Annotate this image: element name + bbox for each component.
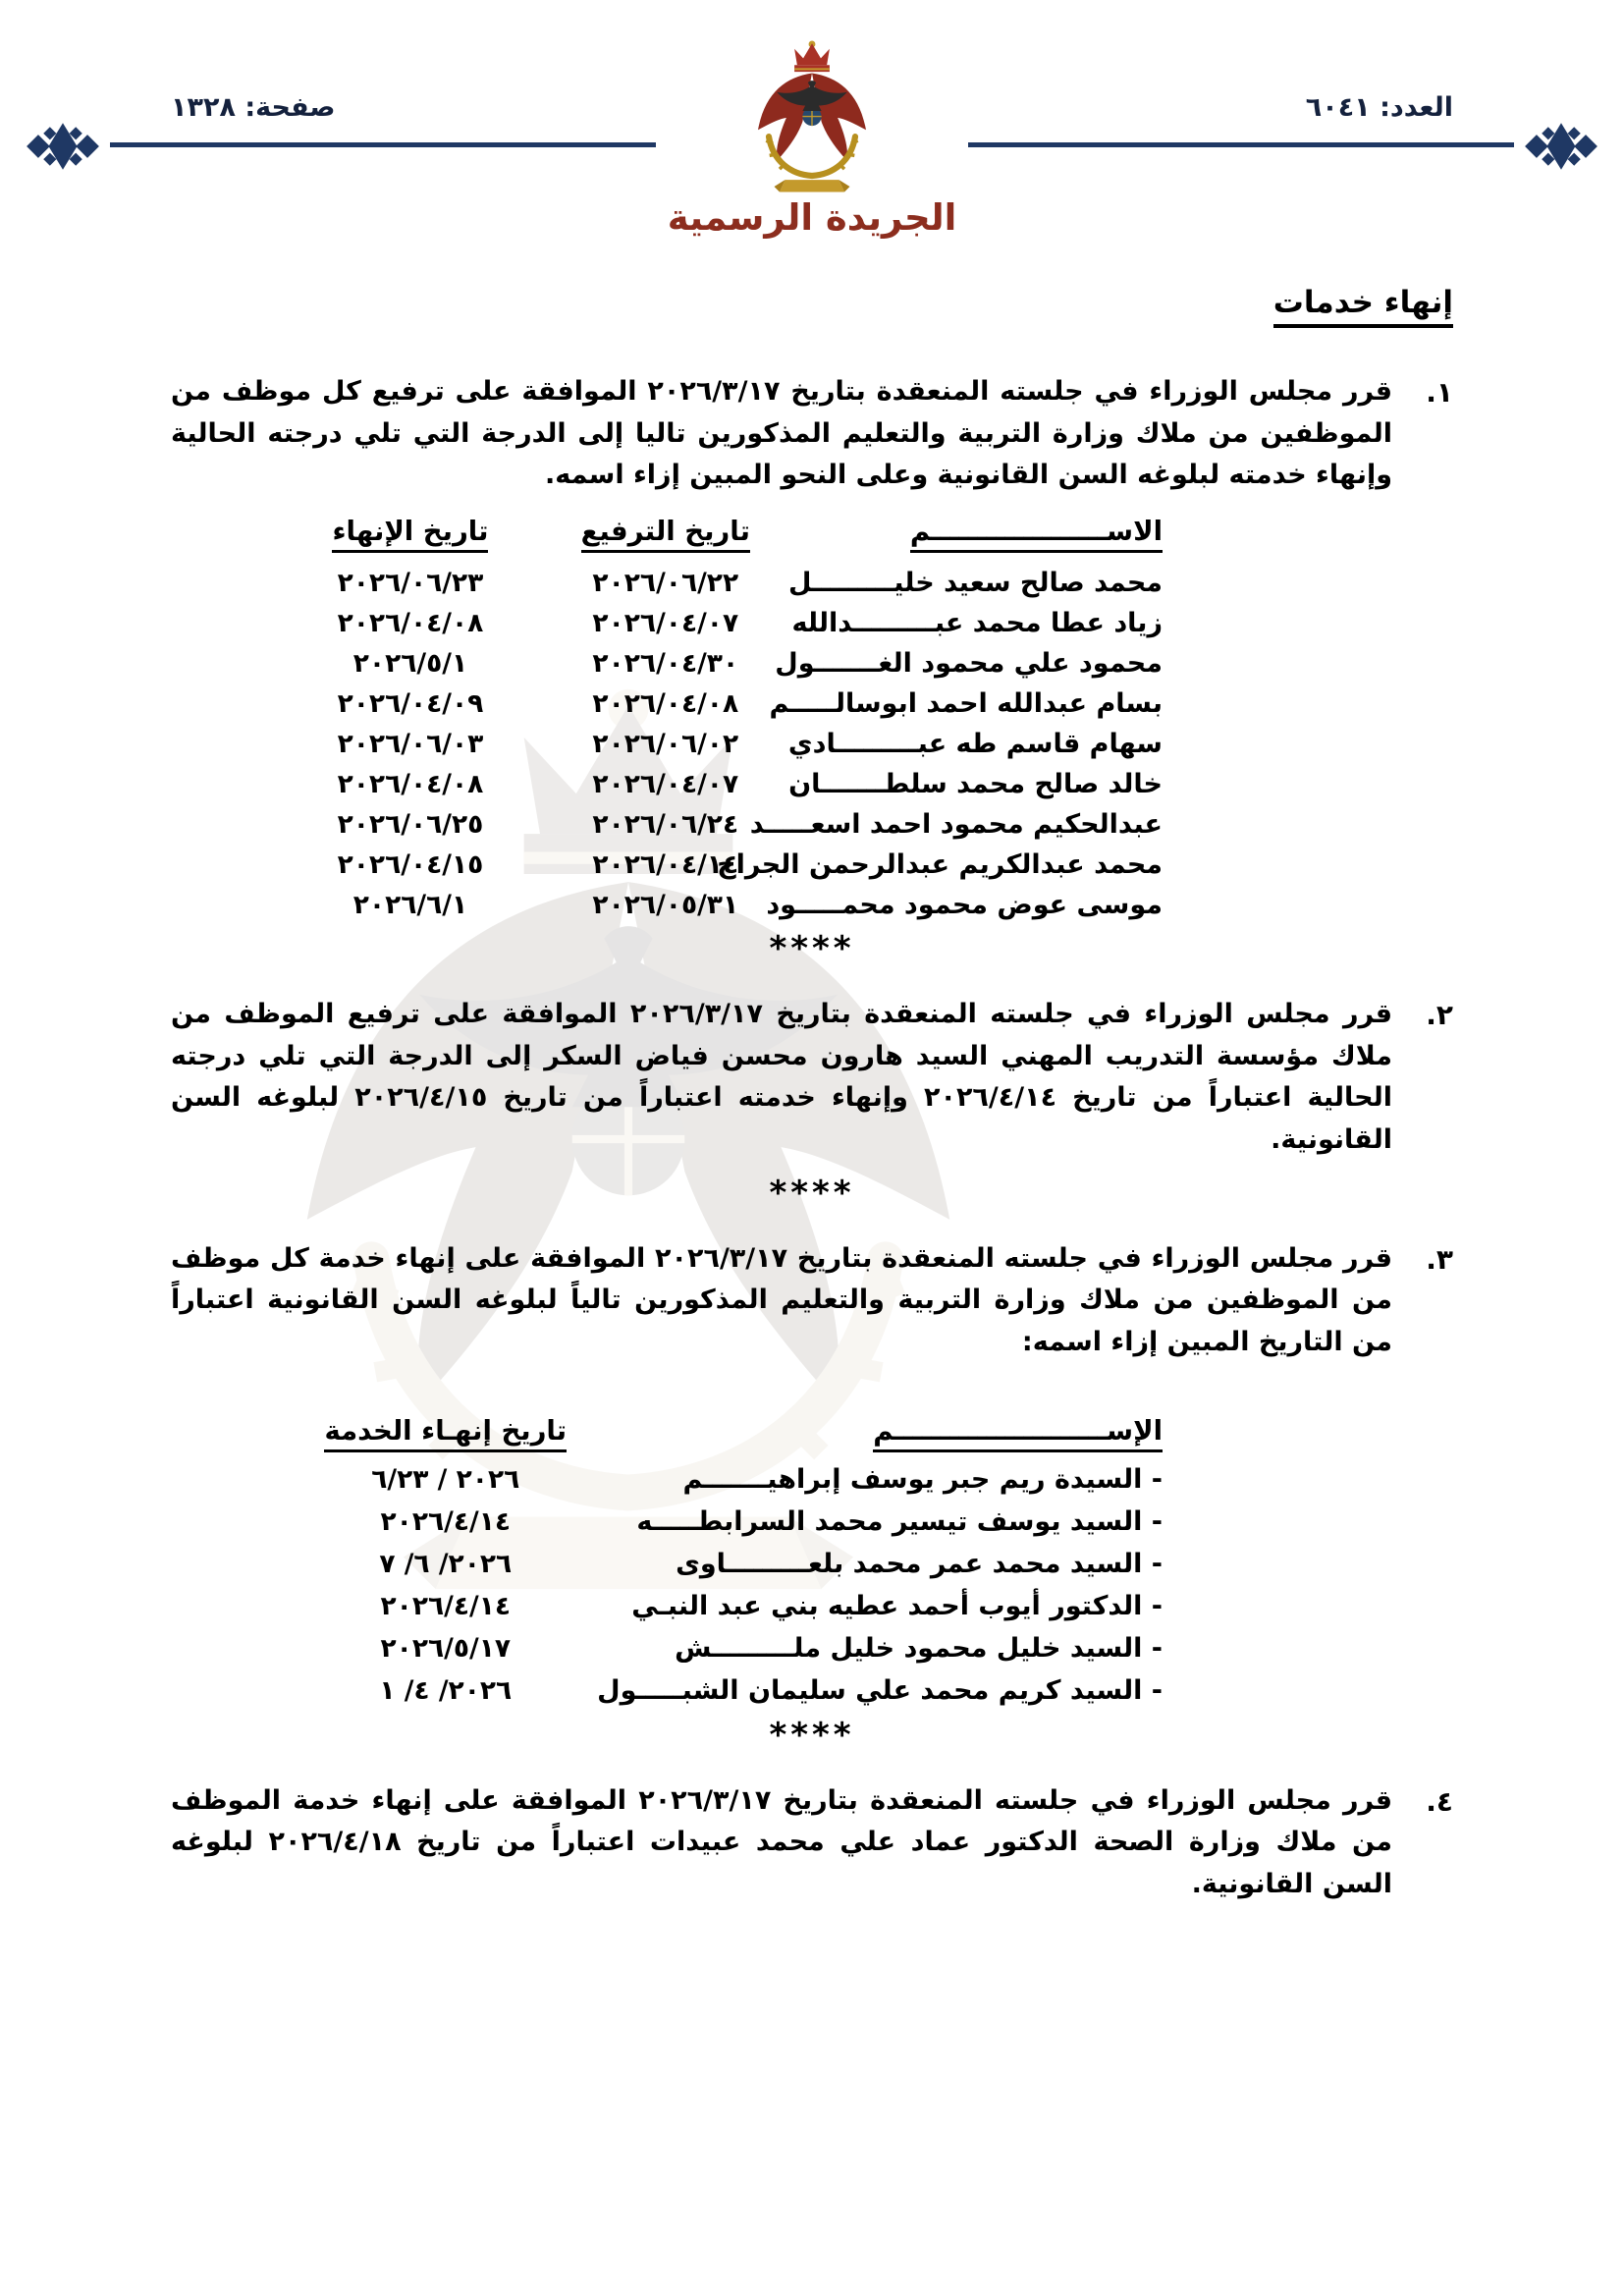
- table-row: [283, 643, 1163, 683]
- service-end-date: ٢٠٢٦/ ٦/ ٧: [379, 1548, 513, 1579]
- employee-name: سهام قاسم طه عبـــــــــادي: [787, 728, 1163, 759]
- table-row: [283, 1458, 1163, 1501]
- decision-number: ٤.: [1426, 1784, 1453, 1818]
- employee-name: - السيد محمد عمر محمد بلعـــــــــاوى: [676, 1548, 1163, 1579]
- table-row: [283, 683, 1163, 724]
- termination-date: ٢٠٢٦/٠٤/٠٨: [337, 607, 484, 638]
- employee-name: - السيد يوسف تيسير محمد السرابطـــــه: [636, 1505, 1163, 1537]
- column-header-service-end-date: تاريخ إنهـاء الخدمة: [324, 1415, 567, 1452]
- promotion-date: ٢٠٢٦/٠٤/٠٧: [592, 768, 739, 799]
- employee-name: - الدكتور أيوب أحمد عطيه بني عبد النبـي: [631, 1590, 1163, 1621]
- employee-name: موسى عوض محمود محمـــــود: [766, 889, 1163, 920]
- page-number-label: صفحة: ١٣٢٨: [171, 92, 336, 123]
- jordan-coat-of-arms-icon: [733, 35, 891, 197]
- decision-text: قرر مجلس الوزراء في جلسته المنعقدة بتاريخ ٢٠٢٦/٣/١٧ الموافقة على ترفيع الموظف من ملاك مؤسسة التدريب المهني السيد هارون محسن فياض السكر إلى الدرجة التي تلي درجته الحالية اعتباراً من تاريخ ٢٠٢٦/٤/١٤ وإنهاء خدمته اعتباراً من تاريخ ٢٠٢٦/٤/١٥ لبلوغه السن القانونية.: [171, 998, 1392, 1155]
- promotion-date: ٢٠٢٦/٠٥/٣١: [592, 889, 739, 920]
- left-ornament-icon: [16, 118, 110, 175]
- employee-name: - السيد كريم محمد علي سليمان الشبـــــول: [597, 1674, 1163, 1706]
- employee-name: خالد صالح محمد سلطـــــــان: [788, 768, 1163, 799]
- employee-name: - السيد خليل محمود خليل ملـــــــــش: [675, 1632, 1163, 1664]
- termination-date: ٢٠٢٦/٠٤/٠٩: [337, 687, 484, 719]
- service-end-date: ٢٠٢٦ / ٦/٢٣: [371, 1463, 520, 1495]
- promotion-date: ٢٠٢٦/٠٤/٠٧: [592, 607, 739, 638]
- employee-name: محمد صالح سعيد خليـــــــــل: [788, 567, 1163, 598]
- termination-date: ٢٠٢٦/٠٦/٠٣: [337, 728, 484, 759]
- termination-date: ٢٠٢٦/٠٤/٠٨: [337, 768, 484, 799]
- promotion-date: ٢٠٢٦/٠٦/٠٢: [592, 728, 739, 759]
- issue-number-label: العدد: ٦٠٤١: [1305, 92, 1453, 123]
- service-end-date: ٢٠٢٦/٤/١٤: [380, 1590, 512, 1621]
- header-rule-right: [968, 142, 1514, 147]
- termination-table-header: [283, 1409, 1163, 1458]
- promotion-table: [283, 511, 1163, 925]
- termination-table: [283, 1409, 1163, 1712]
- termination-date: ٢٠٢٦/٠٦/٢٥: [337, 808, 484, 840]
- column-header-name: الاســـــــــــــــــــم: [910, 516, 1163, 553]
- employee-name: محمد عبدالكريم عبدالرحمن الجراح: [717, 848, 1163, 880]
- column-header-promotion-date: تاريخ الترفيع: [581, 516, 750, 553]
- table-row: [283, 563, 1163, 603]
- decision-number: ١.: [1426, 376, 1453, 409]
- gazette-title: الجريدة الرسمية: [667, 196, 957, 239]
- employee-name: بسام عبدالله احمد ابوسالـــــم: [769, 687, 1163, 719]
- right-ornament-icon: [1514, 118, 1608, 175]
- decision-item-4: [171, 1780, 1453, 1906]
- decision-number: ٣.: [1426, 1242, 1453, 1276]
- promotion-date: ٢٠٢٦/٠٦/٢٢: [592, 567, 739, 598]
- page-header: [0, 0, 1624, 265]
- employee-name: زياد عطا محمد عبـــــــــدالله: [791, 607, 1163, 638]
- column-header-name: الإســـــــــــــــــــــــم: [873, 1415, 1163, 1452]
- termination-date: ٢٠٢٦/٠٤/١٥: [337, 848, 484, 880]
- column-header-termination-date: تاريخ الإنهاء: [332, 516, 488, 553]
- decision-number: ٢.: [1426, 998, 1453, 1031]
- service-end-date: ٢٠٢٦/٥/١٧: [380, 1632, 512, 1664]
- table-row: [283, 804, 1163, 845]
- table-row: [283, 845, 1163, 885]
- header-rule-left: [110, 142, 656, 147]
- table-row: [283, 1543, 1163, 1585]
- separator-stars: ****: [769, 1715, 855, 1755]
- decision-item-2: [171, 994, 1453, 1162]
- employee-name: - السيدة ريم جبر يوسف إبراهيـــــــم: [682, 1463, 1163, 1495]
- promotion-date: ٢٠٢٦/٠٦/٢٤: [592, 808, 739, 840]
- service-end-date: ٢٠٢٦/ ٤/ ١: [379, 1674, 513, 1706]
- table-row: [283, 764, 1163, 804]
- termination-date: ٢٠٢٦/٦/١: [352, 889, 468, 920]
- section-title-row: [171, 283, 1453, 328]
- promotion-table-header: [283, 511, 1163, 563]
- employee-name: عبدالحكيم محمود احمد اسعـــــد: [749, 808, 1163, 840]
- table-row: [283, 1669, 1163, 1712]
- termination-date: ٢٠٢٦/٠٦/٢٣: [337, 567, 484, 598]
- table-row: [283, 885, 1163, 925]
- employee-name: محمود علي محمود الغـــــــول: [775, 647, 1163, 679]
- table-row: [283, 1627, 1163, 1669]
- decision-item-1: [171, 371, 1453, 497]
- decision-text: قرر مجلس الوزراء في جلسته المنعقدة بتاريخ ٢٠٢٦/٣/١٧ الموافقة على إنهاء خدمة الموظف من ملاك وزارة الصحة الدكتور عماد علي محمد عبيدات اعتباراً من تاريخ ٢٠٢٦/٤/١٨ لبلوغه السن القانونية.: [171, 1784, 1393, 1899]
- separator-stars: ****: [769, 928, 855, 968]
- promotion-date: ٢٠٢٦/٠٤/٣٠: [592, 647, 739, 679]
- termination-date: ٢٠٢٦/٥/١: [352, 647, 468, 679]
- decision-text: قرر مجلس الوزراء في جلسته المنعقدة بتاريخ ٢٠٢٦/٣/١٧ الموافقة على إنهاء خدمة كل موظف من الموظفين من ملاك وزارة التربية والتعليم المذكورين تالياً لبلوغه السن القانونية اعتباراً من التاريخ المبين إزاء اسمه:: [171, 1242, 1393, 1357]
- service-end-date: ٢٠٢٦/٤/١٤: [380, 1505, 512, 1537]
- table-row: [283, 724, 1163, 764]
- table-row: [283, 603, 1163, 643]
- separator-stars: ****: [769, 1173, 855, 1213]
- promotion-date: ٢٠٢٦/٠٤/١٤: [592, 848, 739, 880]
- table-row: [283, 1501, 1163, 1543]
- table-row: [283, 1585, 1163, 1627]
- promotion-date: ٢٠٢٦/٠٤/٠٨: [592, 687, 739, 719]
- decision-text: قرر مجلس الوزراء في جلسته المنعقدة بتاريخ ٢٠٢٦/٣/١٧ الموافقة على ترفيع كل موظف من الموظفين من ملاك وزارة التربية والتعليم المذكورين تاليا إلى الدرجة التي تلي درجته الحالية وإنهاء خدمته لبلوغه السن القانونية وعلى النحو المبين إزاء اسمه.: [171, 376, 1393, 491]
- section-title: إنهاء خدمات: [1273, 285, 1453, 328]
- decision-item-3: [171, 1238, 1453, 1364]
